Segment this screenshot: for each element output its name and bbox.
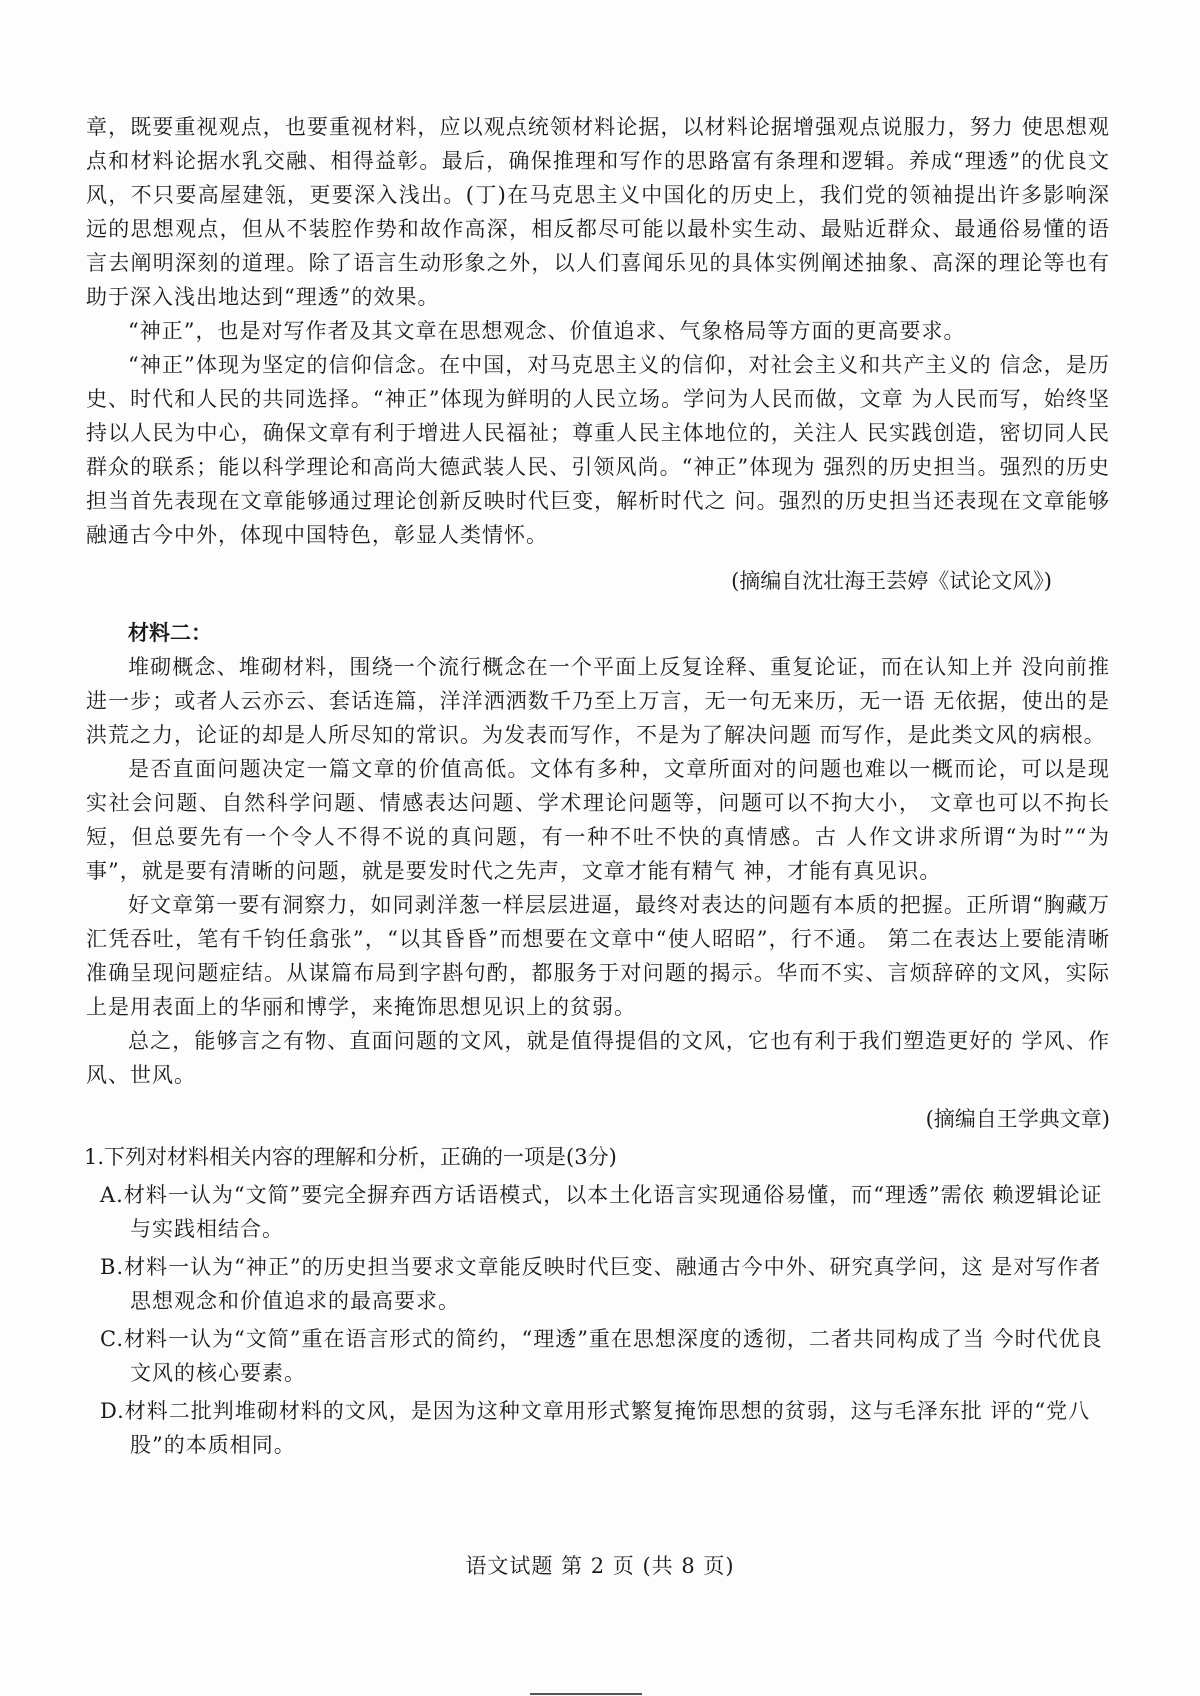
page-content: [86, 110, 1110, 1462]
material2-paragraph: 是否直面问题决定一篇文章的价值高低。文体有多种，文章所面对的问题也难以一概而论，可以是现实社会问题、自然科学问题、情感表达问题、学术理论问题等，问题可以不拘大小， 文章也可以不拘长短，但总要先有一个令人不得不说的真问题，有一种不吐不快的真情感。古 人作文讲求所谓“为时”“为事”，就是要有清晰的问题，就是要发时代之先声，文章才能有精气 神，才能有真见识。: [86, 757, 1110, 883]
material2-source: (摘编自王学典文章): [925, 1107, 1110, 1131]
material2-heading: 材料二：: [128, 620, 212, 645]
question-1-option-b: B.材料一认为“神正”的历史担当要求文章能反映时代巨变、融通古今中外、研究真学问，这 是对写作者思想观念和价值追求的最高要求。: [100, 1255, 1102, 1313]
material1-paragraph: “神正”，也是对写作者及其文章在思想观念、价值追求、气象格局等方面的更高要求。: [128, 319, 966, 343]
page-footer: 语文试题 第 2 页 (共 8 页): [465, 1554, 735, 1578]
material1-paragraph: “神正”体现为坚定的信仰信念。在中国，对马克思主义的信仰，对社会主义和共产主义的 信念，是历史、时代和人民的共同选择。“神正”体现为鲜明的人民立场。学问为人民而做，文章 为人民而写，始终坚持以人民为中心，确保文章有利于增进人民福祉；尊重人民主体地位的，关注人 民实践创造，密切同人民群众的联系；能以科学理论和高尚大德武装人民、引领风尚。“神正”体现为 强烈的历史担当。强烈的历史担当首先表现在文章能够通过理论创新反映时代巨变，解析时代之 问。强烈的历史担当还表现在文章能够融通古今中外，体现中国特色，彰显人类情怀。: [86, 353, 1110, 547]
footer-divider: [530, 1693, 642, 1695]
question-1-option-d: D.材料二批判堆砌材料的文风，是因为这种文章用形式繁复掩饰思想的贫弱，这与毛泽东批 评的“党八股”的本质相同。: [100, 1399, 1091, 1457]
material1-source: (摘编自沈壮海王芸婷《试论文风》): [731, 569, 1052, 593]
material2-paragraph: 好文章第一要有洞察力，如同剥洋葱一样层层进逼，最终对表达的问题有本质的把握。正所谓“胸藏万汇凭吞吐，笔有千钧任翕张”，“以其昏昏”而想要在文章中“使人昭昭”，行不通。 第二在表达上要能清晰准确呈现问题症结。从谋篇布局到字斟句酌，都服务于对问题的揭示。华而不实、言烦辞碎的文风，实际上是用表面上的华丽和博学，来掩饰思想见识上的贫弱。: [86, 893, 1110, 1019]
question-1-stem: 1.下列对材料相关内容的理解和分析，正确的一项是(3分): [84, 1145, 617, 1169]
question-1-option-c: C.材料一认为“文简”重在语言形式的简约，“理透”重在思想深度的透彻，二者共同构成了当 今时代优良文风的核心要素。: [100, 1327, 1103, 1385]
material1-paragraph-continued: 章，既要重视观点，也要重视材料，应以观点统领材料论据，以材料论据增强观点说服力，努力 使思想观点和材料论据水乳交融、相得益彰。最后，确保推理和写作的思路富有条理和逻辑。养成“理透”的优良文风，不只要高屋建瓴，更要深入浅出。(丁)在马克思主义中国化的历史上，我们党的领袖提出许多影响深远的思想观点，但从不装腔作势和故作高深，相反都尽可能以最朴实生动、最贴近群众、最通俗易懂的语言去阐明深刻的道理。除了语言生动形象之外，以人们喜闻乐见的具体实例阐述抽象、高深的理论等也有助于深入浅出地达到“理透”的效果。: [86, 115, 1110, 309]
material2-paragraph: 堆砌概念、堆砌材料，围绕一个流行概念在一个平面上反复诠释、重复论证，而在认知上并 没向前推进一步；或者人云亦云、套话连篇，洋洋洒洒数千乃至上万言，无一句无来历，无一语 无依据，使出的是洪荒之力，论证的却是人所尽知的常识。为发表而写作，不是为了解决问题 而写作，是此类文风的病根。: [86, 655, 1110, 747]
material2-paragraph: 总之，能够言之有物、直面问题的文风，就是值得提倡的文风，它也有利于我们塑造更好的 学风、作风、世风。: [86, 1029, 1110, 1087]
question-1-option-a: A.材料一认为“文简”要完全摒弃西方话语模式，以本土化语言实现通俗易懂，而“理透”需依 赖逻辑论证与实践相结合。: [100, 1183, 1103, 1241]
